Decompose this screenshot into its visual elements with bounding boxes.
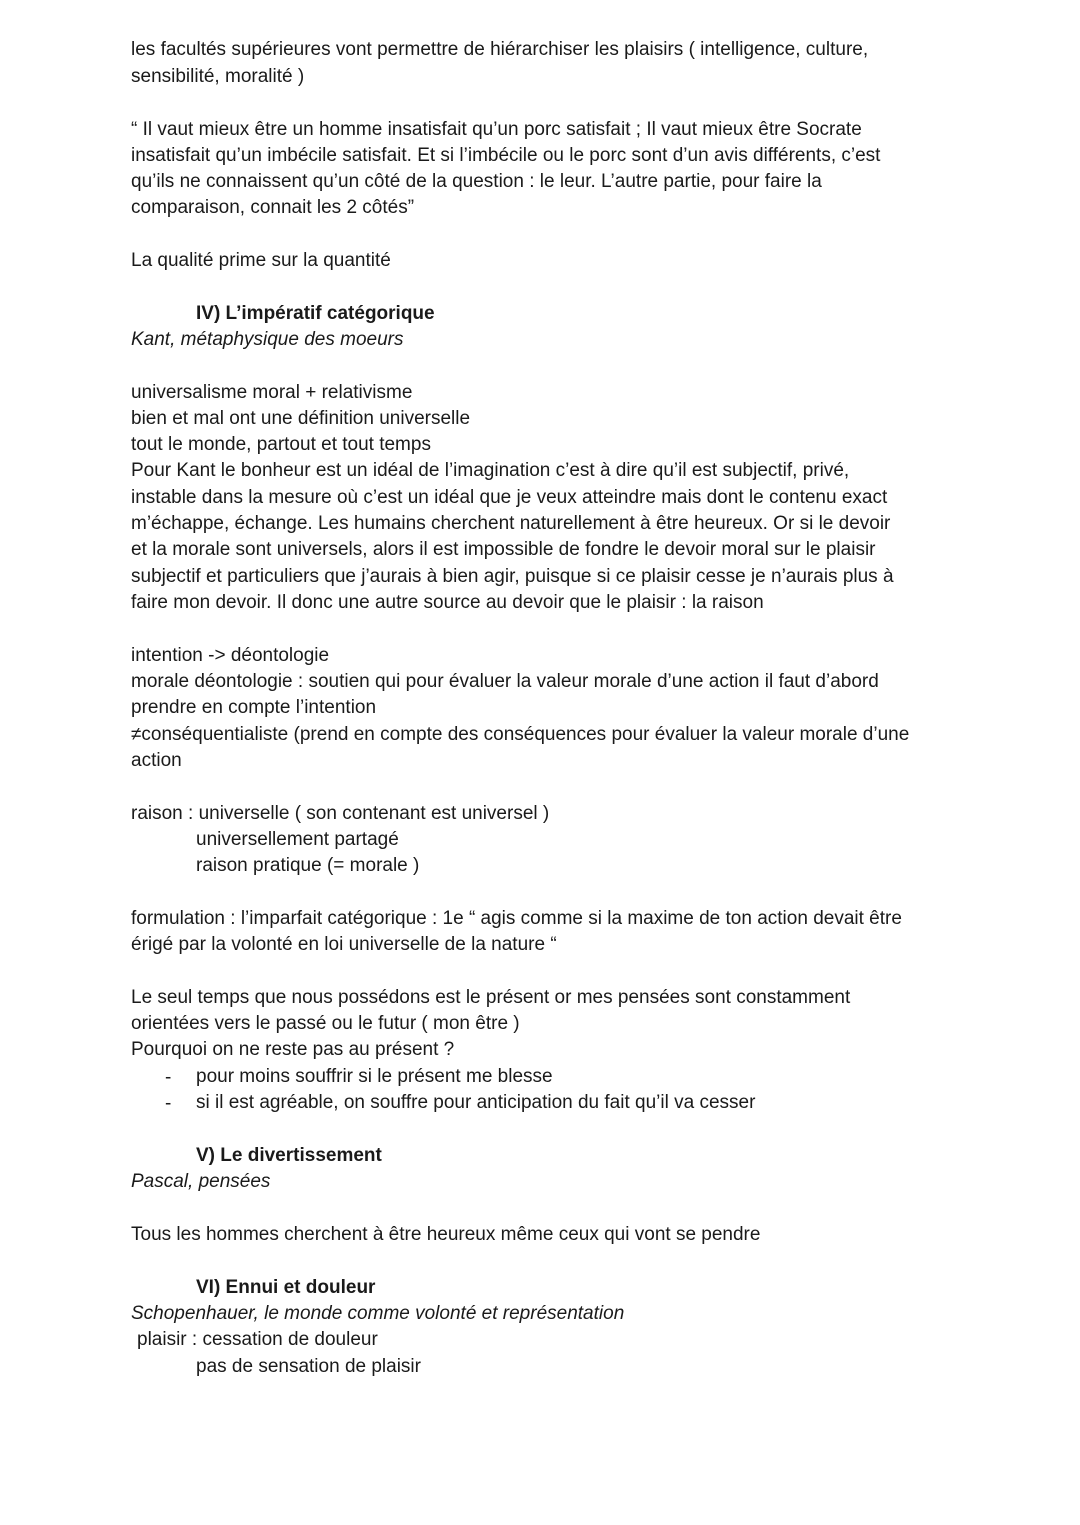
text-line: m’échappe, échange. Les humains cherchent naturellement à être heureux. Or si le devoir (131, 513, 891, 534)
bullet-dash: - (165, 1067, 172, 1088)
indented-line: pas de sensation de plaisir (196, 1356, 421, 1377)
text-line: ≠conséquentialiste (prend en compte des conséquences pour évaluer la valeur morale d’une (131, 724, 910, 745)
indented-line: universellement partagé (196, 829, 399, 850)
list-item: si il est agréable, on souffre pour anticipation du fait qu’il va cesser (196, 1092, 756, 1113)
text-line: les facultés supérieures vont permettre de hiérarchiser les plaisirs ( intelligence, culture, (131, 39, 869, 60)
text-line: subjectif et particuliers que j’aurais à bien agir, puisque si ce plaisir cesse je n’aurais plus à (131, 566, 894, 587)
text-line: sensibilité, moralité ) (131, 66, 305, 87)
text-line: Pour Kant le bonheur est un idéal de l’imagination c’est à dire qu’il est subjectif, privé, (131, 460, 850, 481)
text-line: raison : universelle ( son contenant est universel ) (131, 803, 550, 824)
text-line: morale déontologie : soutien qui pour évaluer la valeur morale d’une action il faut d’abord (131, 671, 879, 692)
indented-line: raison pratique (= morale ) (196, 855, 420, 876)
text-line: Tous les hommes cherchent à être heureux même ceux qui vont se pendre (131, 1224, 761, 1245)
text-line: La qualité prime sur la quantité (131, 250, 391, 271)
bullet-dash: - (165, 1093, 172, 1114)
text-line: formulation : l’imparfait catégorique : 1e “ agis comme si la maxime de ton action devait être (131, 908, 902, 929)
section-source-pascal: Pascal, pensées (131, 1171, 271, 1192)
section-source-schopenhauer: Schopenhauer, le monde comme volonté et représentation (131, 1303, 625, 1324)
text-line: Pourquoi on ne reste pas au présent ? (131, 1039, 455, 1060)
section-heading-vi: VI) Ennui et douleur (196, 1277, 376, 1298)
text-line: instable dans la mesure où c’est un idéal que je veux atteindre mais dont le contenu exact (131, 487, 888, 508)
text-line: intention -> déontologie (131, 645, 330, 666)
text-line: faire mon devoir. Il donc une autre source au devoir que le plaisir : la raison (131, 592, 764, 613)
text-line: érigé par la volonté en loi universelle de la nature “ (131, 934, 557, 955)
section-source-kant: Kant, métaphysique des moeurs (131, 329, 404, 350)
text-line: prendre en compte l’intention (131, 697, 377, 718)
text-line: Le seul temps que nous possédons est le présent or mes pensées sont constamment (131, 987, 851, 1008)
text-line: orientées vers le passé ou le futur ( mon être ) (131, 1013, 520, 1034)
text-line: tout le monde, partout et tout temps (131, 434, 431, 455)
text-line: bien et mal ont une définition universelle (131, 408, 471, 429)
quote-line: “ Il vaut mieux être un homme insatisfait qu’un porc satisfait ; Il vaut mieux être Socrate (131, 119, 862, 140)
list-item: pour moins souffrir si le présent me blesse (196, 1066, 553, 1087)
quote-line: qu’ils ne connaissent qu’un côté de la question : le leur. L’autre partie, pour faire la (131, 171, 822, 192)
section-heading-v: V) Le divertissement (196, 1145, 382, 1166)
quote-line: insatisfait qu’un imbécile satisfait. Et si l’imbécile ou le porc sont d’un avis différents, c’est (131, 145, 881, 166)
quote-line: comparaison, connait les 2 côtés” (131, 197, 415, 218)
text-line: et la morale sont universels, alors il est impossible de fondre le devoir moral sur le plaisir (131, 539, 876, 560)
section-heading-iv: IV) L’impératif catégorique (196, 303, 435, 324)
text-line: action (131, 750, 182, 771)
text-line: universalisme moral + relativisme (131, 382, 413, 403)
text-line: plaisir : cessation de douleur (137, 1329, 378, 1350)
